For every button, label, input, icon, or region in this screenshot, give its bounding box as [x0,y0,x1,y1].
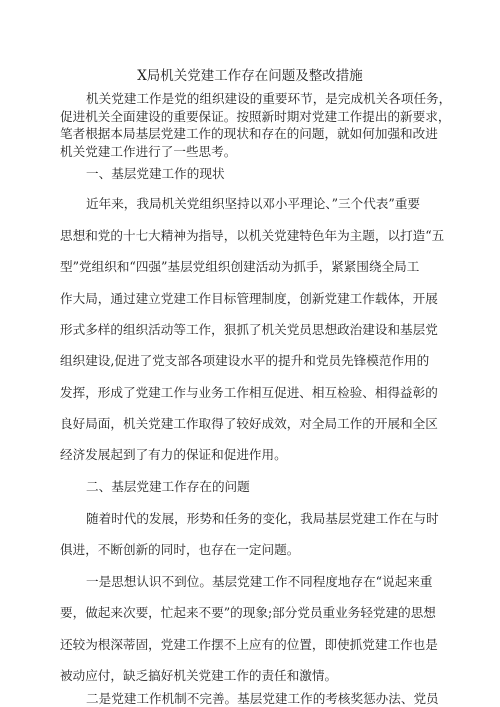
body-line: 型”党组织和“四强”基层党组织创建活动为抓手，紧紧围绕全局工 [60,259,420,274]
intro-line: 机关党建工作进行了一些思考。 [60,143,237,159]
intro-line: 笔者根据本局基层党建工作的现状和存在的问题，就如何加强和改进 [60,126,438,141]
body-line: 思想和党的十七大精神为指导，以机关党建特色年为主题，以打造“五 [60,228,445,243]
body-line: 要，做起来次要，忙起来不要”的现象;部分党员重业务轻党建的思想 [60,605,436,620]
body-line: 二是党建工作机制不完善。基层党建工作的考核奖惩办法、党员 [86,691,439,706]
body-line: 近年来，我局机关党组织坚持以邓小平理论、”三个代表”重要 [86,196,421,211]
body-line: 组织建设,促进了党支部各项建设水平的提升和党员先锋模范作用的 [60,353,430,368]
body-line: 俱进，不断创新的同时，也存在一定问题。 [60,542,300,557]
body-line: 还较为根深蒂固，党建工作摆不上应有的位置，即使抓党建工作也是 [60,637,438,652]
section-heading-problems: 二、基层党建工作存在的问题 [86,479,250,494]
body-line: 作大局，通过建立党建工作目标管理制度，创新党建工作载体，开展 [60,291,438,306]
body-line: 良好局面，机关党建工作取得了较好成效，对全局工作的开展和全区 [60,416,438,431]
body-line: 经济发展起到了有力的保证和促进作用。 [60,447,287,462]
body-line: 一是思想认识不到位。基层党建工作不同程度地存在“说起来重 [86,574,433,589]
intro-line: 促进机关全面建设的重要保证。按照新时期对党建工作提出的新要求， [60,108,451,124]
section-heading-current-status: 一、基层党建工作的现状 [86,166,225,181]
intro-line: 机关党建工作是党的组织建设的重要环节，是完成机关各项任务， [86,91,452,106]
body-line: 形式多样的组织活动等工作，狠抓了机关党员思想政治建设和基层党 [60,322,438,337]
body-line: 随着时代的发展，形势和任务的变化，我局基层党建工作在与时 [86,511,439,526]
intro-paragraph [60,90,452,160]
body-line: 被动应付，缺乏搞好机关党建工作的责任和激情。 [60,668,338,683]
document-title: X局机关党建工作存在问题及整改措施 [137,68,363,84]
body-line: 发挥，形成了党建工作与业务工作相互促进、相互检验、相得益彰的 [60,385,438,400]
